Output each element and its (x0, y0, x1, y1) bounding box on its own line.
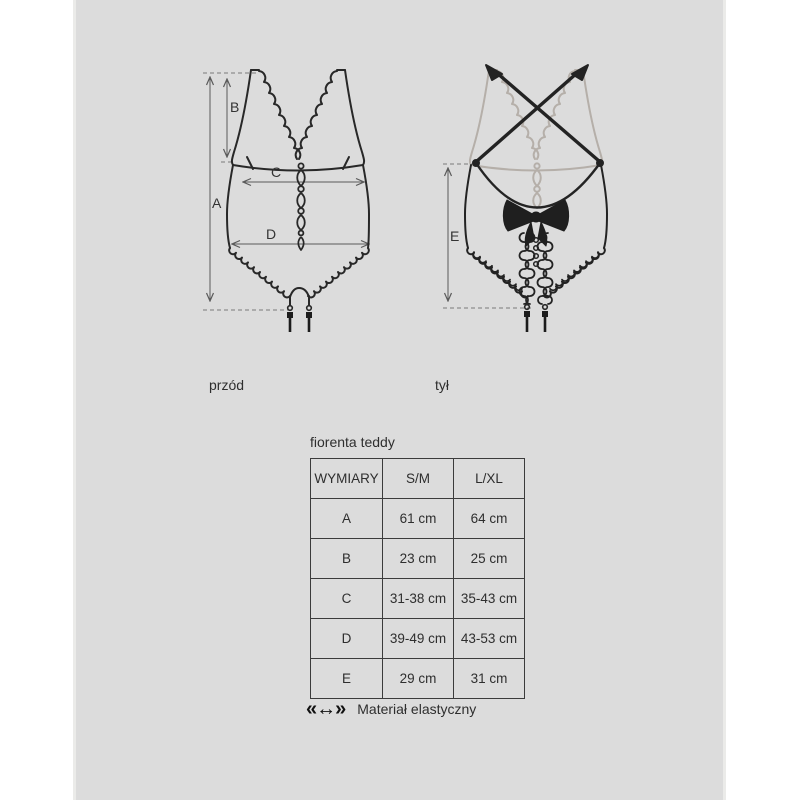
measure-label-a: A (212, 195, 222, 211)
measure-label-e: E (450, 228, 460, 244)
size-cell: 39-49 cm (383, 619, 454, 659)
dimension-cell: E (311, 659, 383, 699)
dimension-cell: C (311, 579, 383, 619)
front-view-diagram (190, 50, 400, 340)
size-cell: 31 cm (454, 659, 525, 699)
back-ghost-front-outline (470, 70, 602, 208)
size-cell: 61 cm (383, 499, 454, 539)
back-view-label: tył (435, 377, 449, 393)
dimension-cell: D (311, 619, 383, 659)
product-name: fiorenta teddy (310, 434, 395, 450)
size-cell: 31-38 cm (383, 579, 454, 619)
front-garter-straps (287, 306, 312, 332)
elastic-stretch-icon: «↔» (306, 698, 346, 720)
size-table-header-dimensions: WYMIARY (311, 459, 383, 499)
size-cell: 35-43 cm (454, 579, 525, 619)
table-row (311, 659, 525, 699)
size-table (310, 458, 525, 699)
back-view-diagram (430, 50, 645, 340)
dimension-cell: A (311, 499, 383, 539)
table-row (311, 619, 525, 659)
elastic-material-label: Materiał elastyczny (357, 701, 477, 717)
front-view-label: przód (209, 377, 245, 393)
table-row (311, 579, 525, 619)
size-cell: 64 cm (454, 499, 525, 539)
size-cell: 23 cm (383, 539, 454, 579)
measure-label-b: B (230, 99, 240, 115)
size-table-header-lxl: L/XL (454, 459, 525, 499)
back-garter-straps (524, 305, 548, 332)
size-cell: 43-53 cm (454, 619, 525, 659)
front-lace-chain (297, 163, 305, 250)
size-cell: 29 cm (383, 659, 454, 699)
size-table-header-sm: S/M (383, 459, 454, 499)
table-row (311, 499, 525, 539)
size-table-header-row (311, 459, 525, 499)
table-row (311, 539, 525, 579)
front-dashed-extension-lines (203, 73, 291, 310)
dimension-cell: B (311, 539, 383, 579)
material-info (306, 699, 476, 719)
measure-label-d: D (266, 226, 277, 242)
measure-label-c: C (271, 164, 282, 180)
size-cell: 25 cm (454, 539, 525, 579)
